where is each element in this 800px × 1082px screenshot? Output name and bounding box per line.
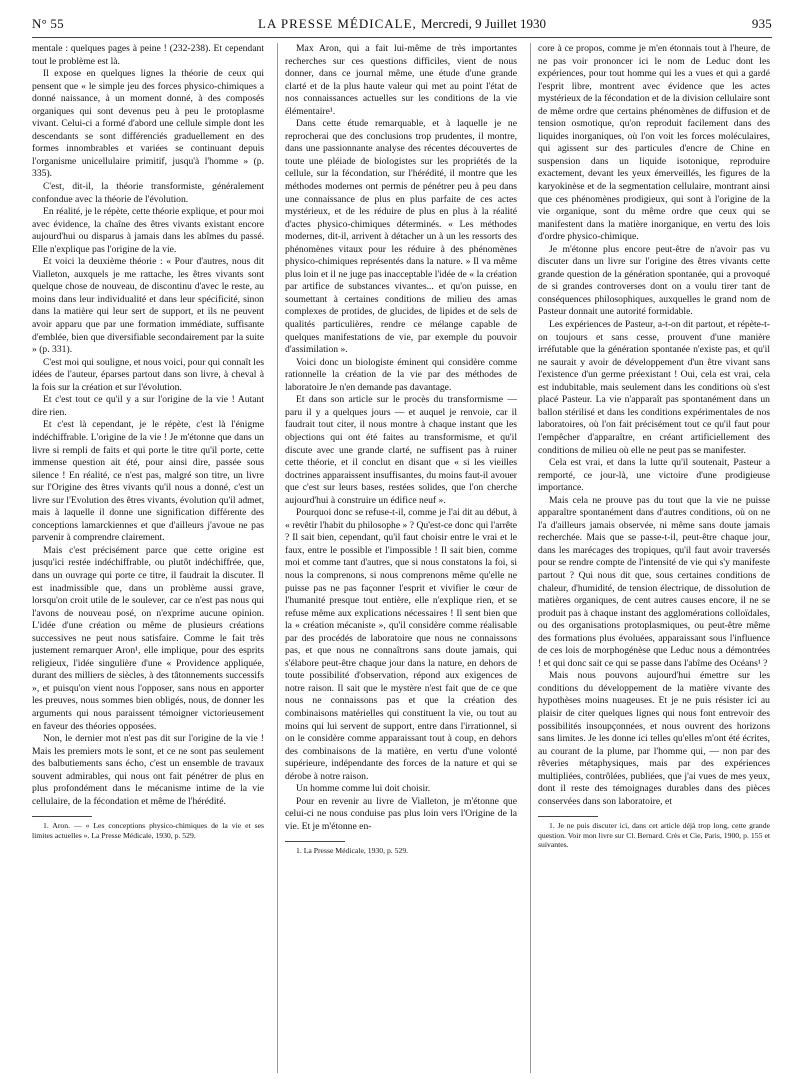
footnote-rule — [285, 841, 345, 842]
footnote: 1. Je ne puis discuter ici, dans cet article déjà trop long, cette grande question. Voir mon livre sur Cl. Bernard. Crès et Cie, Paris, 1900, p. 155 et suivantes. — [538, 821, 770, 850]
column-1 — [32, 43, 264, 1075]
paragraph: Max Aron, qui a fait lui-même de très importantes recherches sur ces questions difficiles, vient de nous donner, dans ce journal même, une étude d'une grande clarté et de la plus haute valeur qui met au point l'état de nos connaissances actuelles sur les conditions de la vie élémentaire¹. — [285, 43, 517, 117]
issue-date: Mercredi, 9 Juillet 1930 — [421, 16, 546, 31]
paragraph: C'est, dit-il, la théorie transformiste, généralement confondue avec la théorie de l'évolution. — [32, 181, 264, 205]
footnote: 1. La Presse Médicale, 1930, p. 529. — [296, 846, 409, 856]
paragraph: Et c'est là cependant, je le répète, c'est là l'énigme indéchiffrable. L'origine de la vie ! Je m'étonne que dans un livre si rempli de faits et qui porte le titre qu'il porte, cette immense question ait été, pour ainsi dire, passée sous silence ! En réalité, ce n'est pas, malgré son titre, un livre sur l'Origine des êtres vivants qu'il nous a donné, c'est un livre sur l'Evolution des êtres vivants, évolution qu'il admet, mais à laquelle il donne une signification différente des conceptions lamarckiennes et que d'ailleurs j'avoue ne pas parvenir à comprendre clairement. — [32, 419, 264, 544]
footnote-rule — [32, 816, 92, 817]
issue-number: N° 55 — [32, 16, 64, 31]
paragraph: Les expériences de Pasteur, a-t-on dit partout, et répète-t-on toujours et sans cesse, prouvent d'une manière irréfutable que la génération spontanée n'existe pas, et qu'il ne saurait y avoir de développement d'un être vivant sans l'existence d'un germe préexistant ! Oui, cela est vrai, cela est indubitable, mais seulement dans les conditions où s'est placé Pasteur. La vie n'apparaît pas spontanément dans un ballon stérilisé et dans les conditions expérimentales de nos laboratoires, où l'on fait précisément tout ce qu'il faut pour l'empêcher d'apparaître, en créant artificiellement des conditions de milieu où elle ne peut pas se manifester. — [538, 319, 770, 456]
column-3 — [538, 43, 770, 1075]
journal-title — [32, 16, 772, 32]
column-2 — [285, 43, 517, 1075]
column-divider — [277, 43, 278, 1073]
footnote: 1. Aron. — « Les conceptions physico-chimiques de la vie et ses limites actuelles ». La Presse Médicale, 1930, p. 529. — [32, 821, 264, 840]
header-rule — [32, 37, 772, 38]
footnote-rule — [538, 816, 598, 817]
paragraph: Et voici la deuxième théorie : « Pour d'autres, nous dit Vialleton, auxquels je me rattache, les êtres vivants sont quelque chose de nouveau, de discontinu d'avec le reste, au moins dans leur individualité et dans leur spécificité, sinon dans la matière qui leur sert de support, et ils ne peuvent avoir apparu que par une formation immédiate, suffisante d'emblée, bien que diversifiable secondairement par la suite » (p. 331). — [32, 256, 264, 356]
paragraph: En réalité, je le répète, cette théorie explique, et pour moi avec évidence, la chaîne des êtres vivants existant encore aujourd'hui ou disparus à jamais dans les abîmes du passé. Elle n'explique pas l'origine de la vie. — [32, 206, 264, 255]
paragraph: Pourquoi donc se refuse-t-il, comme je l'ai dit au début, à « revêtir l'habit du philosophe » ? Qu'est-ce donc qui l'arrête ? Il sait bien, cependant, qu'il faut choisir entre le vrai et le faux, entre le possible et l'impossible ! Il sait bien, comme moi et comme tant d'autres, que si nous constatons la foi, si nous la comprenons, si nous comprenons même qu'elle ne puisse pas ne pas façonner l'esprit et vivifier le cœur de l'humanité presque tout entière, elle n'explique rien, et se refuse même aux explications nécessaires ! Il sent bien que la « création mécaniste », qu'il considère comme réalisable par des procédés de laboratoire que nous ne connaissons pas, et que nous ne connaîtrons sans doute jamais, qui s'élabore peut-être chaque jour dans la nature, en dehors de toute possibilité d'observation, répond aux exigences de notre raison. Il sait que le mystère n'est fait que de ce que nous ne connaissons pas et que la création des combinaisons matérielles qui constituent la vie, ou tout au moins qui lui servent de support, entre dans l'irrationnel, si on le considère comme apparaissant tout à coup, en dehors des combinaisons de la matière, en vertu d'une volonté supérieure, indépendante des forces de la nature et qui se dérobe à notre raison. — [285, 507, 517, 782]
paragraph: Je m'étonne plus encore peut-être de n'avoir pas vu discuter dans un livre sur l'origine des êtres vivants cette grande question de la génération spontanée, qui a provoqué de si grandes controverses dont on a voulu tirer tant de conséquences philosophiques, auxquelles le grand nom de Pasteur donnait une autorité formidable. — [538, 243, 770, 318]
paragraph: Voici donc un biologiste éminent qui considère comme rationnelle la création de la vie par des méthodes de laboratoire Je n'en demande pas davantage. — [285, 356, 517, 393]
page-number: 935 — [751, 16, 772, 31]
paragraph: Un homme comme lui doit choisir. — [296, 783, 431, 795]
paragraph: Mais nous pouvons aujourd'hui émettre sur les conditions du développement de la matière vivante des hypothèses moins nuageuses. Et je ne puis résister ici au plaisir de citer quelques lignes qui nous font entrevoir des possibilités insoupçonnées, et nous ouvrent des horizons sans limites. Je les donne ici telles qu'elles m'ont été écrites, au courant de la plume, par l'homme qui, — non par des rêveries métaphysiques, mais par des expériences multipliées, contrôlées, publiées, que j'ai vues de mes yeux, dont il reste des témoignages durables dans des pièces conservées dans son laboratoire, et — [538, 670, 770, 807]
paragraph: Pour en revenir au livre de Vialleton, je m'étonne que celui-ci ne nous conduise pas plus loin vers l'Origine de la vie. Et je m'étonne en- — [285, 795, 517, 832]
paragraph: core à ce propos, comme je m'en étonnais tout à l'heure, de ne pas voir prononcer ici le nom de Leduc dont les expériences, pour tout homme qui les a vues et qui a gardé l'esprit libre, montrent avec évidence que les actes mystérieux de la fécondation et de la division cellulaire sont de même ordre que certains phénomènes de diffusion et de tension osmotique, qu'on reproduit facilement dans des liquides inorganiques, où l'on voit les forces moléculaires, qui agissent sur des particules d'encre de Chine en suspension dans un liquide isotonique, reproduire exactement, devant les yeux émerveillés, les figures de la karyokinèse et de la segmentation cellulaire, montrant ainsi que ces phénomènes prodigieux, qui sont à l'origine de la vie organique, sont du même ordre que ceux qui se manifestent dans la matière inorganique, en vertu des lois d'ordre physico-chimique. — [538, 43, 770, 243]
journal-name: LA PRESSE MÉDICALE, — [258, 16, 417, 31]
paragraph: Mais cela ne prouve pas du tout que la vie ne puisse apparaître spontanément dans d'autres conditions, où on ne l'a d'ailleurs jamais observée, ni même sans doute jamais recherchée. Mais que se passe-t-il, peut-être chaque jour, dans les marécages des tropiques, qu'il faut avoir traversés pour se rendre compte de l'intensité de vie qui s'y manifeste partout ? Qui nous dit que, sous certaines conditions de chaleur, d'humidité, de tension électrique, de dissolution de matières organiques, de cent autres causes encore, il ne se produit pas à chaque instant des agglomérations colloïdales, ou des organisations protoplasmiques, ou peut-être même des formations plus évoluées, apparaissant sous l'influence de ces lois de morphogénèse que Leduc nous a démontrées ! et qui donc sait ce qui se passe dans l'abîme des Océans¹ ? — [538, 494, 770, 669]
running-header — [32, 10, 772, 36]
paragraph: mentale : quelques pages à peine ! (232-238). Et cependant tout le problème est là. — [32, 43, 264, 67]
paragraph: Cela est vrai, et dans la lutte qu'il soutenait, Pasteur a remporté, ce jour-là, une victoire d'une prodigieuse importance. — [538, 457, 770, 494]
paragraph: C'est moi qui souligne, et nous voici, pour qui connaît les idées de l'auteur, éparses partout dans son livre, à cheval à la fois sur la création et sur l'évolution. — [32, 356, 264, 393]
paragraph: Il expose en quelques lignes la théorie de ceux qui pensent que « le simple jeu des forces physico-chimiques a donné naissance, à un moment donné, à des composés organiques qui sont devenus peu à peu le protoplasme vivant. Celui-ci a formé d'abord une cellule simple dont les descendants se sont différenciés graduellement en des formes innombrables et variées se continuant depuis l'organisme unicellulaire primitif, jusqu'à l'homme » (p. 335). — [32, 68, 264, 180]
paragraph: Et c'est tout ce qu'il y a sur l'origine de la vie ! Autant dire rien. — [32, 394, 264, 418]
paragraph: Mais c'est précisément parce que cette origine est jusqu'ici restée indéchiffrable, ou plutôt indéchiffrée, que, dans un ouvrage qui porte ce titre, il faudrait la discuter. Il est inadmissible que, dans un problème aussi grave, lorsqu'on croit utile de le soulever, car ce n'est pas nous qui l'avons de nouveau posé, on n'exprime aucune opinion. L'idée d'une création ou même de plusieurs créations successives ne peut nous satisfaire. Comme le fait très justement remarquer Aron¹, elle implique, pour des esprits religieux, l'idée singulière d'une « Providence appliquée, durant des milliers de siècles, à des tâtonnements successifs », et puisqu'on vient nous l'opposer, sans nous en apporter les preuves, nous sommes bien obligés, nous, de donner les arguments qui nous paraissent témoigner victorieusement en faveur des théories opposées. — [32, 544, 264, 732]
paragraph: Et dans son article sur le procès du transformisme — paru il y a quelques jours — et auquel je renvoie, car il faudrait tout citer, il nous montre à chaque instant que les objections qui ont été faites au transformisme, et qu'il discute avec une grande clarté, ne suffisent pas à ruiner cette théorie, et il conclut en disant que « si les vieilles doctrines apparaissent insuffisantes, du moins faut-il avouer que c'est sur leurs bases, restées solides, que l'on cherche aujourd'hui à construire un édifice neuf ». — [285, 394, 517, 506]
paragraph: Dans cette étude remarquable, et à laquelle je ne reprocherai que des conclusions trop prudentes, il montre, dans une passionnante analyse des récentes découvertes de toute une pléiade de biologistes sur les propriétés de la cellule, sur la fécondation, sur l'hérédité, il montre que les méthodes modernes ont permis de pénétrer peu à peu dans une connaissance de plus en plus parfaite de ces actes mystérieux, et de les réduire de plus en plus à la réalité d'actes physico-chimiques déterminés. « Les méthodes modernes, dit-il, arrivent à détacher un à un les ressorts des phénomènes vitaux pour les réduire à des phénomènes physico-chimiques représentés dans la nature. » Il va même plus loin et il ne juge pas inacceptable l'idée de « la création par artifice de substances vivantes... et qu'on puisse, en soumettant à certaines conditions de milieu des amas complexes de protides, de glucides, de lipides et de sels de qualités particulières, rendre ce mélange capable de quelques manifestations de vie, par exemple du pouvoir d'assimilation ». — [285, 118, 517, 356]
paragraph: Non, le dernier mot n'est pas dit sur l'origine de la vie ! Mais les premiers mots le sont, et ce ne sont pas seulement des balbutiements sans écho, c'est un ensemble de travaux souvent admirables, qui nous ont fait pénétrer de plus en plus profondément dans le mécanisme intime de la vie cellulaire, de la fécondation et même de l'hérédité. — [32, 733, 264, 807]
column-divider — [530, 43, 531, 1073]
